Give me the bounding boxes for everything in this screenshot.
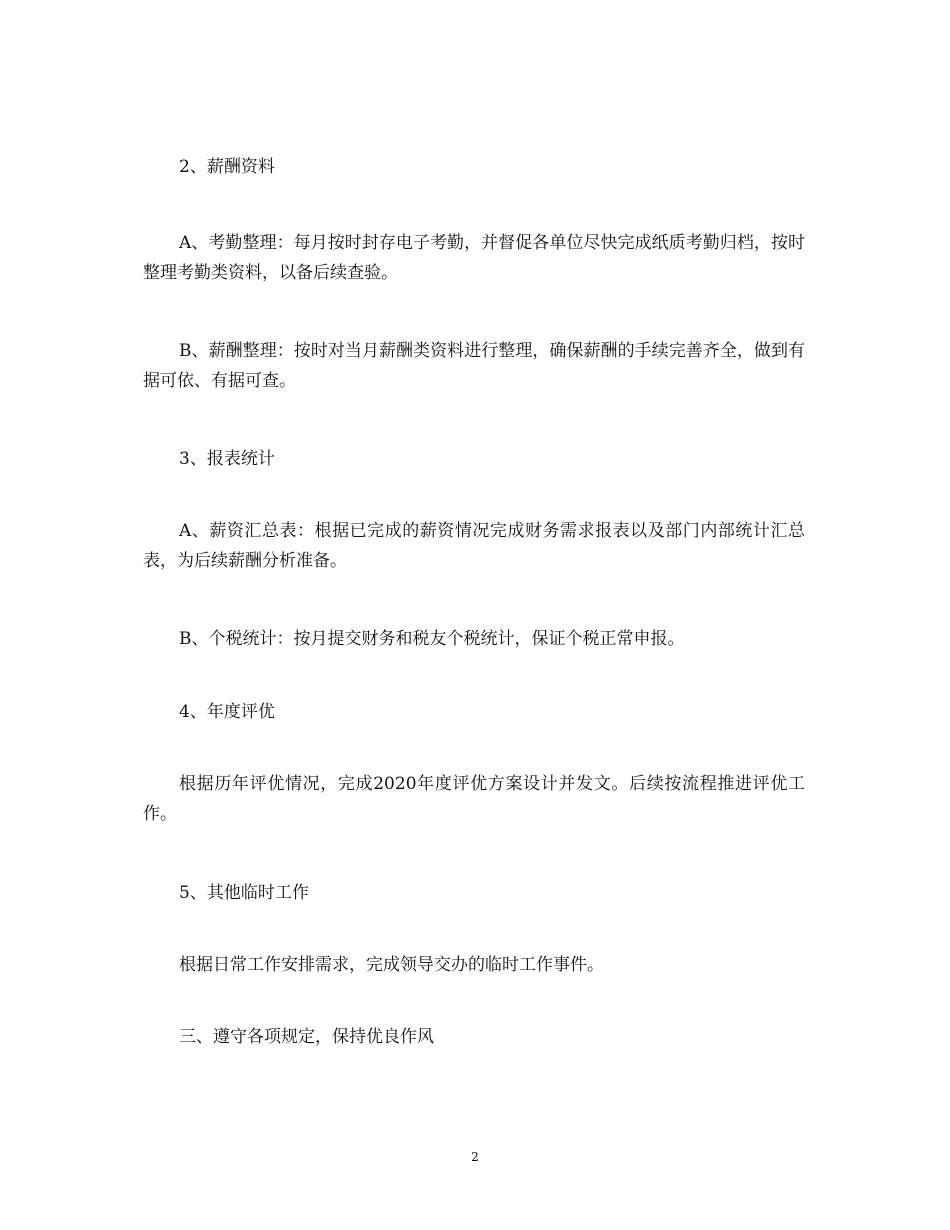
paragraph-annual-evaluation: 根据历年评优情况，完成2020年度评优方案设计并发文。后续按流程推进评优工作。 xyxy=(143,774,805,824)
paragraph-tax-statistics: B、个税统计：按月提交财务和税友个税统计，保证个税正常申报。 xyxy=(179,629,685,649)
heading-salary-materials: 2、薪酬资料 xyxy=(179,157,275,177)
heading-report-statistics: 3、报表统计 xyxy=(179,449,275,469)
heading-section-three: 三、遵守各项规定，保持优良作风 xyxy=(179,1027,434,1047)
paragraph-attendance: A、考勤整理：每月按时封存电子考勤，并督促各单位尽快完成纸质考勤归档，按时整理考勤类资料，以备后续查验。 xyxy=(143,233,805,283)
heading-annual-evaluation: 4、年度评优 xyxy=(179,702,275,722)
page-number: 2 xyxy=(471,1150,479,1164)
paragraph-salary-summary: A、薪资汇总表：根据已完成的薪资情况完成财务需求报表以及部门内部统计汇总表，为后续薪酬分析准备。 xyxy=(143,521,805,571)
paragraph-other-tasks: 根据日常工作安排需求，完成领导交办的临时工作事件。 xyxy=(179,955,604,975)
paragraph-salary-organization: B、薪酬整理：按时对当月薪酬类资料进行整理，确保薪酬的手续完善齐全，做到有据可依、有据可查。 xyxy=(143,341,805,391)
heading-other-tasks: 5、其他临时工作 xyxy=(179,883,309,903)
